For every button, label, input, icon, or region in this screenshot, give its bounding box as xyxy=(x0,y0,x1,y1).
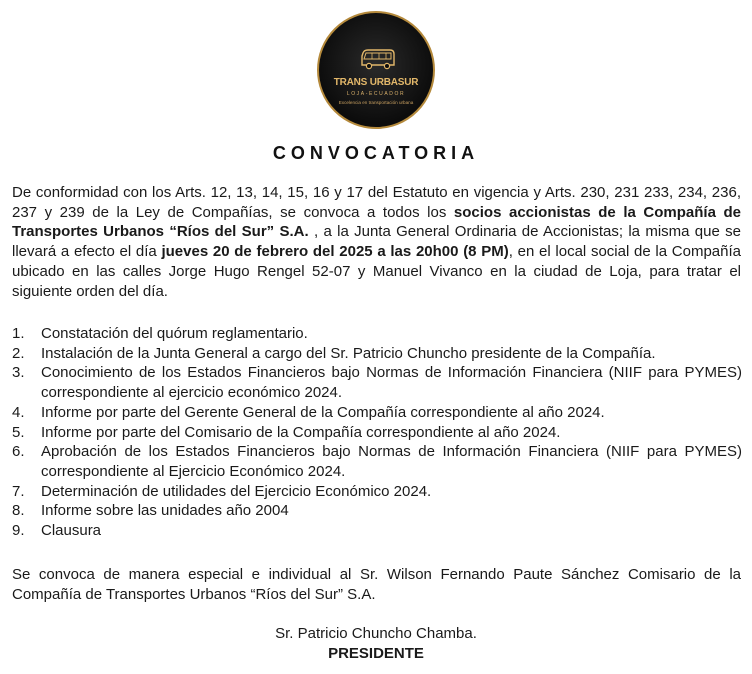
logo-location: LOJA-ECUADOR xyxy=(346,91,406,97)
agenda-number: 9. xyxy=(12,522,25,540)
intro-shareholders: socios accionistas de la Compañía de Transportes Urbanos “Ríos del Sur” S.A. xyxy=(12,203,741,241)
company-logo xyxy=(317,11,435,129)
agenda-list xyxy=(12,324,742,541)
agenda-text: Informe por parte del Gerente General de la Compañía correspondiente al año 2024. xyxy=(41,403,605,421)
agenda-number: 2. xyxy=(12,344,25,362)
agenda-text: Informe sobre las unidades año 2004 xyxy=(41,502,289,520)
document-title: CONVOCATORIA xyxy=(272,143,480,163)
agenda-item xyxy=(12,501,742,521)
agenda-item xyxy=(12,403,742,423)
agenda-item xyxy=(12,482,742,502)
agenda-item xyxy=(12,363,742,402)
intro-paragraph xyxy=(12,183,741,301)
agenda-text: Determinación de utilidades del Ejercicio Económico 2024. xyxy=(41,482,432,500)
agenda-number: 6. xyxy=(12,443,25,461)
agenda-text: Informe por parte del Comisario de la Compañía correspondiente al año 2024. xyxy=(41,423,561,441)
intro-text-3: , en el local social de la Compañía ubicado en las calles Jorge Hugo Rengel 52-07 y Manuel Vivanco en la ciudad de Loja, para tratar el siguiente orden del día. xyxy=(12,243,741,300)
agenda-number: 1. xyxy=(12,325,25,342)
agenda-item xyxy=(12,344,742,364)
agenda-number: 3. xyxy=(12,364,25,382)
agenda-text: Aprobación de los Estados Financieros bajo Normas de Información Financiera (NIIF para PYMES) correspondiente al Ejercicio Económico 2024. xyxy=(41,443,742,480)
agenda-text: Conocimiento de los Estados Financieros bajo Normas de Información Financiera (NIIF para PYMES) correspondiente al ejercicio económico 2024. xyxy=(41,364,742,402)
logo-name: TRANS URBASUR xyxy=(333,77,419,88)
agenda-text: Instalación de la Junta General a cargo del Sr. Patricio Chuncho presidente de la Compañía. xyxy=(41,344,656,362)
agenda-number: 5. xyxy=(12,423,25,441)
bus-icon xyxy=(360,49,396,71)
intro-text-1: De conformidad con los Arts. 12, 13, 14, 15, 16 y 17 del Estatuto en vigencia y Arts. 230, 231 233, 234, 236, 237 y 239 de la Ley de Compañías, se convoca a todos los xyxy=(12,184,741,221)
agenda-item xyxy=(12,442,742,481)
intro-text-2: , a la Junta General Ordinaria de Accionistas; la misma que se llevará a efecto el día xyxy=(12,223,741,261)
closing-paragraph: Se convoca de manera especial e individual al Sr. Wilson Fernando Paute Sánchez Comisario de la Compañía de Transportes Urbanos “Ríos del Sur” S.A. xyxy=(12,566,741,603)
agenda-text: Clausura xyxy=(41,522,102,540)
agenda-item xyxy=(12,423,742,443)
agenda-number: 4. xyxy=(12,403,25,421)
signer-role: PRESIDENTE xyxy=(328,645,424,662)
agenda-number: 8. xyxy=(12,502,25,520)
signer-name: Sr. Patricio Chuncho Chamba. xyxy=(275,625,477,642)
agenda-text: Constatación del quórum reglamentario. xyxy=(41,325,308,342)
logo-tagline: Excelencia en transportación urbana xyxy=(338,100,414,105)
agenda-number: 7. xyxy=(12,482,25,500)
intro-meeting-date: jueves 20 de febrero del 2025 a las 20h00 (8 PM) xyxy=(161,243,509,261)
agenda-item xyxy=(12,324,742,344)
agenda-item xyxy=(12,521,742,541)
